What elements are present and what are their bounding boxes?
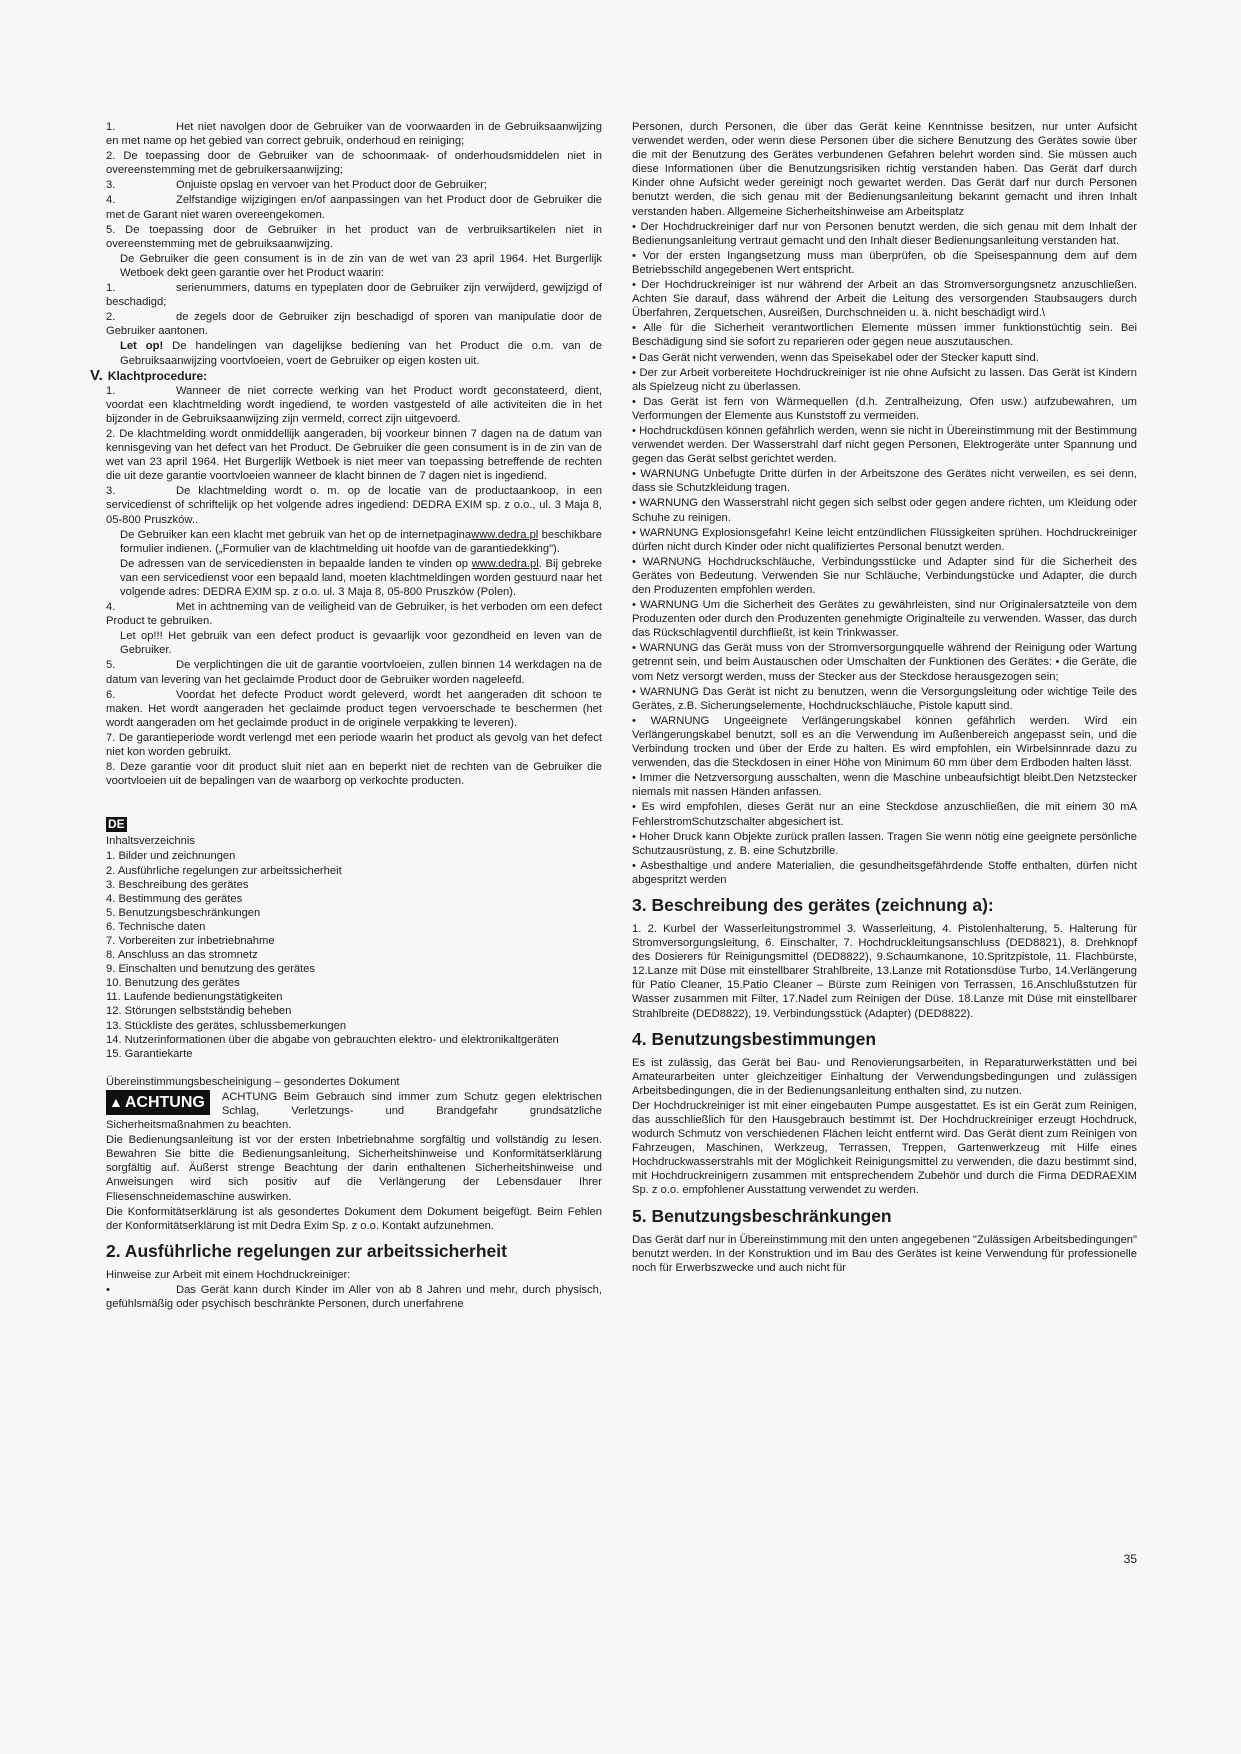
klacht-letop: Let op!!! Het gebruik van een defect product is gevaarlijk voor gezondheid en leven van de Gebruiker.	[120, 630, 602, 657]
safety-bullet: • WARNUNG Das Gerät ist nicht zu benutzen, wenn die Versorgungsleitung oder wichtige Teile des Gerätes, z.B. Sicherungselemente, Hochdruckschläuche, Pistole kaputt sind.	[632, 685, 1137, 712]
safety-bullet: • Es wird empfohlen, dieses Gerät nur an eine Steckdose anzuschließen, die mit einem 30 mA FehlerstromSchutzschalter abgesichert ist.	[632, 801, 1137, 828]
section-heading-2: 2. Ausführliche regelungen zur arbeitssicherheit	[106, 1240, 507, 1261]
toc-item: 2. Ausführliche regelungen zur arbeitssicherheit	[106, 864, 342, 877]
right-column	[632, 120, 1137, 1276]
toc-item: 4. Bestimmung des gerätes	[106, 892, 243, 905]
safety-bullet: • Der Hochdruckreiniger ist nur während der Arbeit an das Stromversorgungsnetz anzuschließen. Achten Sie darauf, dass während der Arbeit die Leitung des versorgenden Staubsaugers durch Überfahren, Zerquetschen, Ausreißen, Durchschneiden u. ä. nicht beschädigt wird.\	[632, 279, 1137, 320]
toc-item: 6. Technische daten	[106, 920, 206, 933]
safety-bullet: • Das Gerät nicht verwenden, wenn das Speisekabel oder der Stecker kaputt sind.	[632, 351, 1039, 364]
nl-item: 1. Het niet navolgen door de Gebruiker van de voorwaarden in de Gebruiksaanwijzing en met name op het gebied van correct gebruik, onderhoud en reiniging;	[106, 121, 602, 148]
toc-item: 13. Stückliste des gerätes, schlussbemerkungen	[106, 1019, 347, 1032]
achtung-paragraph: ▲ ACHTUNG ACHTUNG Beim Gebrauch sind immer zum Schutz gegen elektrischen Schlag, Verletzungs- und Brandgefahr grundsätzliche Sicherheitsmaßnahmen zu beachten.	[106, 1090, 602, 1132]
safety-bullet: • WARNUNG Hochdruckschläuche, Verbindungsstücke und Adapter sind für die Sicherheit des Gerätes von Bedeutung. Verwenden Sie nur Schläuche, Verbindungstücke und Adapter, die durch den Produzenten empfohlen werden.	[632, 555, 1137, 596]
klacht-item: 1. Wanneer de niet correcte werking van het Product wordt geconstateerd, dient, voordat een klachtmelding wordt ingediend, te worden vastgesteld of alle activiteiten die in het bijzonder in de Gebruiksaanwijzing zijn vermeld, correct zijn uitgevoerd.	[106, 384, 602, 425]
nl-item: 4. Zelfstandige wijzigingen en/of aanpassingen van het Product door de Gebruiker die met de Garant niet waren overeengekomen.	[106, 194, 602, 221]
safety-bullet: • Vor der ersten Ingangsetzung muss man überprüfen, ob die Speisespannung dem auf dem Betriebsschild angegebenen Wert entspricht.	[632, 249, 1137, 276]
nl-item: 1. serienummers, datums en typeplaten door de Gebruiker zijn verwijderd, gewijzigd of beschadigd;	[106, 282, 602, 309]
table-of-contents	[106, 849, 602, 1060]
bedienung-paragraph: Die Bedienungsanleitung ist vor der ersten Inbetriebnahme sorgfältig und vollständig zu lesen. Bewahren Sie bitte die Bedienungsanleitung, Sicherheitshinweise und Konformitätserklärung sorgfältig auf. Äußerst strenge Beachtung der darin enthaltenen Sicherheitshinweise und Anweisungen wird sich positiv auf die Verlängerung der Lebensdauer Ihrer Fliesenschneidemaschine auswirken.	[106, 1134, 602, 1203]
toc-item: 9. Einschalten und benutzung des gerätes	[106, 963, 315, 976]
klacht-item: 2. De klachtmelding wordt onmiddellijk aangeraden, bij voorkeur binnen 7 dagen na de datum van kennisgeving van het defect van het Product. De Gebruiker die geen consument is in de zin van de wet van 23 april 1964. Het Burgerlijk Wetboek is niet meer van toepassing betreffende de rechten die uit deze garantie voortvloeien wanneer de klacht binnen de 7 dagen niet is ingediend.	[106, 427, 602, 483]
safety-bullet: • Der Hochdruckreiniger darf nur von Personen benutzt werden, die sich genau mit dem Inhalt der Bedienungsanleitung vertraut gemacht und den Inhalt dieser Bedienungsanleitung verstanden hat.	[632, 220, 1137, 247]
left-column	[90, 120, 602, 1312]
safety-bullet: • Hochdruckdüsen können gefährlich werden, wenn sie nicht in Übereinstimmung mit der Bestimmung verwendet werden. Der Wasserstrahl darf nicht gegen Personen, Elektrogeräte unter Spannung und gegen das Gerät selbst gerichtet werden.	[632, 424, 1137, 466]
toc-item: 8. Anschluss an das stromnetz	[106, 949, 258, 962]
hinweise-intro: Hinweise zur Arbeit mit einem Hochdruckreiniger:	[106, 1268, 351, 1281]
klacht-adressen: De adressen van de servicediensten in bepaalde landen te vinden op www.dedra.pl. Bij gebreke van een servicedienst voor een bepaald land, moeten klachtmeldingen worden gestuurd naar het volgende adres: DEDRA EXIM sp. z o.o. ul. 3 Maja 8, 05-800 Pruszków (Polen).	[120, 557, 602, 598]
safety-bullet: • WARNUNG Ungeeignete Verlängerungskabel können gefährlich werden. Wird ein Verlängerungskabel benutzt, soll es an die Verwendung im Außenbereich angepasst sein, und die Verbindung trocken und über der Erde zu halten. Es wird empfohlen, ein Wirbelsinnrade dazu zu verwenden, das die Steckdosen in einer Höhe von Minimum 60 mm über dem Erdboden halten lässt.	[632, 714, 1137, 770]
bestimmungen-paragraph: Der Hochdruckreiniger ist mit einer eingebauten Pumpe ausgestattet. Es ist ein Gerät zum Reinigen, das ausschließlich für den Hausgebrauch bestimmt ist. Der Hochdruckreiniger erzeugt Hochdruck, wodurch Schmutz von verschiedenen Flächen leicht entfernt wird. Das Gerät dient zum Reinigen von Fahrzeugen, Maschinen, Werkzeug, Terrassen, Treppen, Gartenwerkzeug mit Hilfe eines Hochdruckwasserstrahls mit der Möglichkeit Reinigungsmittel zu verwenden, die dazu bestimmt sind, mit Hochdruckreinigern zusammen mit entsprechendem Zubehör und durch die Firma DEDRAEXIM Sp. z o.o. empfohlener Ausstattung verwendet zu werden.	[632, 1099, 1137, 1197]
nl-item: 5. De toepassing door de Gebruiker in het product van de verbruiksartikelen niet in overeenstemming met de gebruiksaanwijzing.	[106, 223, 602, 250]
safety-bullet: • WARNUNG Um die Sicherheit des Gerätes zu gewährleisten, sind nur Originalersatzteile von dem Produzenten oder durch den Produzenten genehmigte Originalteile zu verwenden. Wasser, das durch das Rückschlagventil durchfließt, ist kein Trinkwasser.	[632, 599, 1137, 640]
page-number: 35	[1123, 1552, 1137, 1566]
klacht-item: 5. De verplichtingen die uit de garantie voortvloeien, zullen binnen 14 werkdagen na de datum van levering van het geclaimde Product door de Gebruiker worden nageleefd.	[106, 659, 602, 686]
klacht-item: 4. Met in achtneming van de veiligheid van de Gebruiker, is het verboden om een defect Product te gebruiken.	[106, 601, 602, 628]
nl-item: 2. de zegels door de Gebruiker zijn beschadigd of sporen van manipulatie door de Gebruiker aantonen.	[106, 311, 602, 338]
konformitaet-doc: Übereinstimmungsbescheinigung – gesondertes Dokument	[106, 1075, 400, 1088]
nl-item: 3. Onjuiste opslag en vervoer van het Product door de Gebruiker;	[106, 179, 487, 192]
safety-paragraph: Personen, durch Personen, die über das Gerät keine Kenntnisse besitzen, nur unter Aufsicht verwendet werden, oder wenn diese Personen über die sichere Benutzung des Gerätes sowie über die mit der Benutzung des Gerätes verbundenen Gefahren belehrt worden sind. Sie müssen auch diese Informationen über die Benutzungsrisiken richtig verstanden haben. Das Gerät darf durch Kinder ohne Aufsicht weder gereinigt noch gewartet werden. Das Gerät darf nur durch Personen benutzt werden, die sich genau mit der Bedienungsanleitung bekannt gemacht und ihren Inhalt verstanden haben. Allgemeine Sicherheitshinweise am Arbeitsplatz	[632, 121, 1137, 218]
warning-triangle-icon: ▲	[109, 1093, 123, 1110]
klacht-item: 3. De klachtmelding wordt o. m. op de locatie van de productaankoop, in een servicedienst of schriftelijk op het volgende adres ingediend: DEDRA EXIM sp. z o.o., ul. 3 Maja 8, 05-800 Pruszków..	[106, 485, 602, 526]
safety-bullet: • WARNUNG Explosionsgefahr! Keine leicht entzündlichen Flüssigkeiten sprühen. Hochdruckreiniger dürfen nicht durch Kinder oder nicht qualifiziertes Personal benutzt werden.	[632, 526, 1137, 553]
beschreibung-paragraph: 1. 2. Kurbel der Wasserleitungstrommel 3. Wasserleitung, 4. Pistolenhalterung, 5. Halterung für Stromversorgungsleitung, 6. Einschalter, 7. Hochdruckleitungsanschluss (DED8821), 8. Drehknopf des Dosierers für Reinigungsmittel (DED8822), 9.Schaumkanone, 10.Spritzpistole, 11. Flachbürste, 12.Lanze mit Düse mit einstellbarer Strahlbreite, 13.Lanze mit Rotationsdüse Turbo, 14.Verlängerung für Patio Cleaner, 15.Patio Cleaner – Bürste zum Reinigen von Terrassen, 16.Anschlußstutzen für Wasser zusammen mit Filter, 17.Nadel zum Reinigen der Düse. 18.Lanze mit Düse mit einstellbarer Strahlbreite (DED8822), 19. Verbindungsstück (Adapter) (DED8822).	[632, 922, 1137, 1020]
toc-item: 7. Vorbereiten zur inbetriebnahme	[106, 934, 275, 947]
safety-bullet: • Der zur Arbeit vorbereitete Hochdruckreiniger ist nie ohne Aufsicht zu lassen. Das Gerät ist Kindern als Spielzeug nicht zu überlassen.	[632, 366, 1137, 393]
konformitaet-paragraph: Die Konformitätserklärung ist als gesondertes Dokument dem Dokument beigefügt. Beim Fehlen der Konformitätserklärung ist mit Dedra Exim Sp. z o.o. Kontakt aufzunehmen.	[106, 1205, 602, 1232]
achtung-badge: ▲ ACHTUNG	[106, 1090, 210, 1115]
toc-item: 10. Benutzung des gerätes	[106, 977, 240, 990]
nl-item: 2. De toepassing door de Gebruiker van de schoonmaak- of onderhoudsmiddelen niet in overeenstemming met de gebruikersaanwijzing;	[106, 150, 602, 177]
section-v-heading: V. Klachtprocedure:	[90, 366, 208, 384]
toc-item: 15. Garantiekarte	[106, 1047, 193, 1060]
safety-bullet: • WARNUNG das Gerät muss von der Stromversorgungquelle während der Reinigung oder Wartung getrennt sein, und beim Austauschen oder Umschalten der Funktionen des Gerätes: • die Geräte, die vom Netz versorgt werden, muss der Stecker aus der Steckdose herausgezogen sein;	[632, 642, 1137, 683]
klacht-formulier: De Gebruiker kan een klacht met gebruik van het op de internetpaginawww.dedra.pl beschikbare formulier indienen. („Formulier van de klachtmelding uit hoofde van de garantiedekking").	[120, 528, 602, 555]
safety-bullet: • Alle für die Sicherheit verantwortlichen Elemente müssen immer funktionstüchtig sein. Bei Beschädigung sind sie sofort zu reparieren oder gegen neue auszutauschen.	[632, 322, 1137, 349]
section-heading-3: 3. Beschreibung des gerätes (zeichnung a):	[632, 894, 994, 915]
safety-bullet: • WARNUNG Unbefugte Dritte dürfen in der Arbeitszone des Gerätes nicht verweilen, es sei denn, dass sie Schutzkleidung tragen.	[632, 468, 1137, 495]
safety-bullet: • Hoher Druck kann Objekte zurück prallen lassen. Tragen Sie wenn nötig eine geeignete persönliche Schutzausrüstung, z. B. eine Schutzbrille.	[632, 830, 1137, 857]
toc-item: 12. Störungen selbstständig beheben	[106, 1005, 292, 1018]
bestimmungen-paragraph: Es ist zulässig, das Gerät bei Bau- und Renovierungsarbeiten, in Reparaturwerkstätten und bei Amateurarbeiten unter gleichzeitiger Einhaltung der Verwendungsbedingungen und zulässigen Arbeitsbedingungen, die in der Bedienungsanleitung enthalten sind, zu nutzen.	[632, 1056, 1137, 1097]
dedra-link[interactable]: www.dedra.pl	[471, 528, 539, 541]
toc-item: 5. Benutzungsbeschränkungen	[106, 906, 261, 919]
safety-bullet: • Asbesthaltige und andere Materialien, die gesundheitsgefährdende Stoffe enthalten, dürfen nicht abgespritzt werden	[632, 859, 1137, 886]
klacht-item: 6. Voordat het defecte Product wordt geleverd, wordt het aangeraden dit schoon te maken. Het wordt aangeraden het geclaimde product tegen vervoerschade te beschermen (het wordt aangeraden om het geclaimde product in de originele verpakking te leveren).	[106, 688, 602, 729]
language-badge-de: DE	[108, 817, 125, 832]
toc-title: Inhaltsverzeichnis	[106, 835, 195, 848]
nl-letop: Let op! De handelingen van dagelijkse bediening van het Product die o.m. van de Gebruiksaanwijzing voortvloeien, voert de Gebruiker op eigen kosten uit.	[120, 340, 602, 367]
toc-item: 1. Bilder und zeichnungen	[106, 850, 236, 863]
safety-bullet: • Immer die Netzversorgung ausschalten, wenn die Maschine unbeaufsichtigt bleibt.Den Netzstecker niemals mit nassen Händen anfassen.	[632, 772, 1137, 799]
section-heading-5: 5. Benutzungsbeschränkungen	[632, 1205, 892, 1226]
toc-item: 3. Beschreibung des gerätes	[106, 878, 249, 891]
safety-bullet: • WARNUNG den Wasserstrahl nicht gegen sich selbst oder gegen andere richten, um Kleidung oder Schuhe zu reinigen.	[632, 497, 1137, 524]
nl-consument: De Gebruiker die geen consument is in de zin van de wet van 23 april 1964. Het Burgerlijk Wetboek dekt geen garantie over het Product waarin:	[120, 252, 602, 279]
section-heading-4: 4. Benutzungsbestimmungen	[632, 1028, 877, 1049]
hinweis-item: • Das Gerät kann durch Kinder im Aller von ab 8 Jahren und mehr, durch physisch, gefühlsmäßig oder psychisch beschränkte Personen, durch unerfahrene	[106, 1283, 602, 1311]
toc-item: 14. Nutzerinformationen über die abgabe von gebrauchten elektro- und elektronikaltgeräten	[106, 1033, 559, 1046]
dedra-link[interactable]: www.dedra.pl	[471, 557, 539, 570]
klacht-item: 8. Deze garantie voor dit product sluit niet aan en beperkt niet de rechten van de Gebruiker die voortvloeien uit de bepalingen van de waarborg op verkochte producten.	[106, 761, 602, 788]
klacht-item: 7. De garantieperiode wordt verlengd met een periode waarin het product als gevolg van het defect niet kon worden gebruikt.	[106, 731, 602, 759]
toc-item: 11. Laufende bedienungstätigkeiten	[106, 991, 283, 1004]
safety-bullet: • Das Gerät ist fern von Wärmequellen (d.h. Zentralheizung, Ofen usw.) aufzubewahren, um Verformungen der Elemente aus Kunststoff zu vermeiden.	[632, 395, 1137, 422]
spacer	[106, 789, 602, 817]
beschraenkungen-paragraph: Das Gerät darf nur in Übereinstimmung mit den unten angegebenen "Zulässigen Arbeitsbedingungen" benutzt werden. In der Konstruktion und im Bau des Gerätes ist keine Verwendung für professionelle noch für Erwerbszwecke und auch nicht für	[632, 1233, 1137, 1274]
